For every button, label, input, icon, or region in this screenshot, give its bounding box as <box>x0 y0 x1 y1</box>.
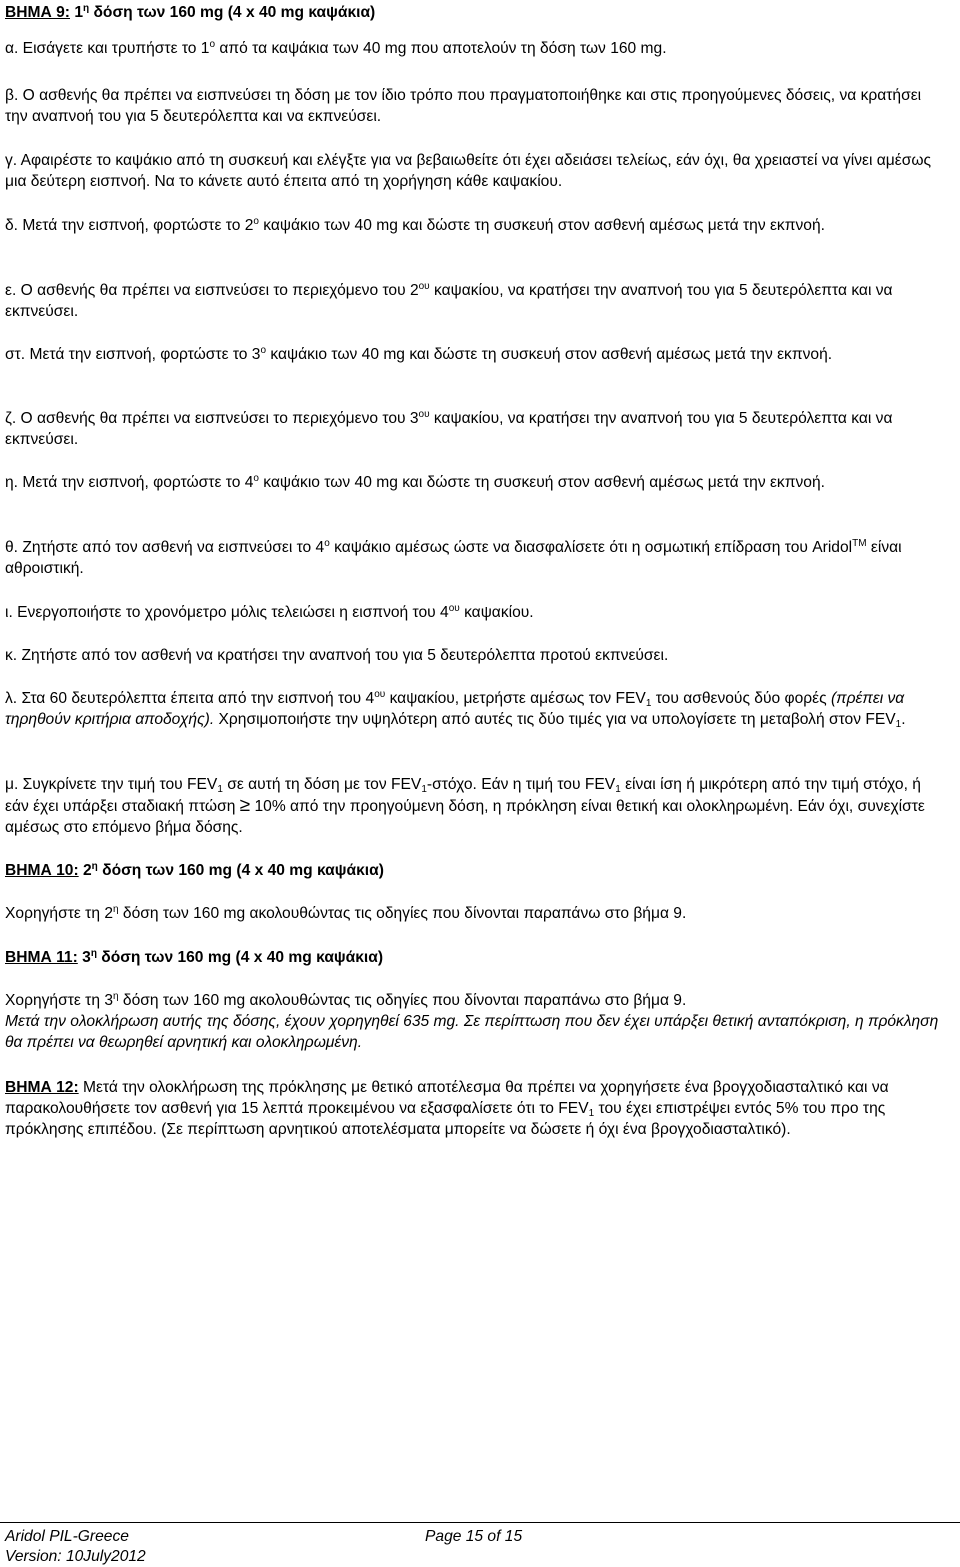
text: α. Εισάγετε και τρυπήστε το 1 <box>5 40 210 57</box>
step-11-text <box>5 990 940 1011</box>
step-9-heading <box>5 2 940 23</box>
ordinal-sup: ο <box>253 473 259 484</box>
instruction-st <box>5 344 940 365</box>
text: ζ. Ο ασθενής θα πρέπει να εισπνεύσει το περιεχόμενο του 3 <box>5 410 419 427</box>
step-12-text <box>5 1077 940 1140</box>
footer-page-number: Page 15 of 15 <box>425 1528 523 1545</box>
instruction-l <box>5 688 940 730</box>
ordinal-sup: ου <box>374 689 386 700</box>
instruction-th <box>5 537 940 579</box>
text: δόση των 160 mg ακολουθώντας τις οδηγίες που δίνονται παραπάνω στο βήμα 9. <box>118 992 687 1009</box>
greater-equal-symbol: ≥ <box>239 795 251 816</box>
subscript: 1 <box>588 1108 595 1119</box>
text: σε αυτή τη δόση με τον FEV <box>222 776 422 793</box>
ordinal-sup: η <box>91 861 98 872</box>
instruction-d <box>5 215 940 236</box>
step-10-heading <box>5 860 940 881</box>
instruction-z <box>5 408 940 450</box>
text: καψακίου. <box>459 604 534 621</box>
step-label: ΒΗΜΑ 10: <box>5 862 79 879</box>
ordinal-sup: ο <box>324 538 330 549</box>
instruction-b: β. Ο ασθενής θα πρέπει να εισπνεύσει τη δόση με τον ίδιο τρόπο που πραγματοποιήθηκε και στις προηγούμενες δόσεις, να κρατήσει την αναπνοή του για 5 δευτερόλεπτα και να εκπνεύσει. <box>5 87 922 125</box>
ordinal-sup: ου <box>418 409 430 420</box>
text: Χορηγήστε τη 2 <box>5 905 113 922</box>
text: καψακίου, μετρήστε αμέσως τον FEV <box>385 690 646 707</box>
dose-number: 3 <box>77 949 91 966</box>
text: καψάκιο αμέσως ώστε να διασφαλίσετε ότι η οσμωτική επίδραση του Aridol <box>329 539 853 556</box>
ordinal-sup: ου <box>418 281 430 292</box>
step-11-heading <box>5 947 940 968</box>
text: 10% από την προηγούμενη δόση, η πρόκληση είναι θετική και ολοκληρωμένη. Εάν όχι, συνεχίστε αμέσως στο επόμενο βήμα δόσης. <box>5 798 925 836</box>
text: καψάκιο των 40 mg και δώστε τη συσκευή στον ασθενή αμέσως μετά την εκπνοή. <box>258 474 825 491</box>
heading-text: δόση των 160 mg (4 x 40 mg καψάκια) <box>97 862 384 879</box>
subscript: 1 <box>895 719 902 730</box>
text: καψακίου, να κρατήσει την αναπνοή του για 5 δευτερόλεπτα και να εκπνεύσει. <box>5 410 893 448</box>
text: στ. Μετά την εισπνοή, φορτώστε το 3 <box>5 346 261 363</box>
instruction-a <box>5 38 940 59</box>
text: Χρησιμοποιήστε την υψηλότερη από αυτές τις δύο τιμές για να υπολογίσετε τη μεταβολή στον FEV <box>214 711 896 728</box>
text: είναι αθροιστική. <box>5 539 902 577</box>
subscript: 1 <box>217 784 223 795</box>
footer-document-name: Aridol PIL-Greece <box>5 1528 129 1545</box>
trademark-sup: TM <box>852 538 867 549</box>
text: ε. Ο ασθενής θα πρέπει να εισπνεύσει το περιεχόμενο του 2 <box>5 282 419 299</box>
text: από τα καψάκια των 40 mg που αποτελούν τη δόση των 160 mg. <box>215 40 667 57</box>
ordinal-sup: η <box>83 3 90 14</box>
ordinal-sup: ο <box>209 39 216 50</box>
ordinal-sup: ο <box>253 216 259 227</box>
step-label: ΒΗΜΑ 11: <box>5 949 78 966</box>
step-label: ΒΗΜΑ 12: <box>5 1079 79 1096</box>
footer-version: Version: 10July2012 <box>5 1548 146 1565</box>
ordinal-sup: η <box>113 991 119 1002</box>
subscript: 1 <box>421 784 427 795</box>
instruction-e <box>5 280 940 322</box>
italic-note: (πρέπει να τηρηθούν κριτήρια αποδοχής). <box>5 690 905 728</box>
subscript: 1 <box>615 784 621 795</box>
instruction-m <box>5 774 940 838</box>
text: καψάκιο των 40 mg και δώστε τη συσκευή στον ασθενή αμέσως μετά την εκπνοή. <box>258 217 825 234</box>
text: είναι ίση ή μικρότερη από την τιμή στόχο, ή εάν έχει υπάρξει σταδιακή πτώση <box>5 776 921 815</box>
text: . <box>901 711 906 728</box>
dose-number: 2 <box>78 862 92 879</box>
text: μ. Συγκρίνετε την τιμή του FEV <box>5 776 218 793</box>
step-11-note: Μετά την ολοκλήρωση αυτής της δόσης, έχουν χορηγηθεί 635 mg. Σε περίπτωση που δεν έχει υπάρξει θετική ανταπόκριση, η πρόκληση θα πρέπει να θεωρηθεί αρνητική και ολοκληρωμένη. <box>5 1013 939 1051</box>
text: καψάκιο των 40 mg και δώστε τη συσκευή στον ασθενή αμέσως μετά την εκπνοή. <box>266 346 833 363</box>
heading-text: δόση των 160 mg (4 x 40 mg καψάκια) <box>96 949 384 966</box>
text: η. Μετά την εισπνοή, φορτώστε το 4 <box>5 474 254 491</box>
text: Μετά την ολοκλήρωση της πρόκλησης με θετικό αποτέλεσμα θα πρέπει να χορηγήσετε ένα βρογχοδιασταλτικό και να παρακολουθήσετε τον ασθενή για 15 λεπτά προκειμένου να εξασφαλίσετε ότι το FEV <box>5 1079 889 1117</box>
ordinal-sup: ου <box>448 603 460 614</box>
ordinal-sup: ο <box>260 345 267 356</box>
instruction-eta <box>5 472 940 493</box>
ordinal-sup: η <box>90 948 97 959</box>
text: δ. Μετά την εισπνοή, φορτώστε το 2 <box>5 217 254 234</box>
text: του ασθενούς δύο φορές <box>651 690 831 707</box>
instruction-i <box>5 602 940 623</box>
text: θ. Ζητήστε από τον ασθενή να εισπνεύσει το 4 <box>5 539 325 556</box>
step-10-text <box>5 903 940 924</box>
ordinal-sup: η <box>113 904 119 915</box>
dose-number: 1 <box>74 4 84 21</box>
step-label: ΒΗΜΑ 9: <box>5 4 70 21</box>
heading-text: δόση των 160 mg (4 x 40 mg καψάκια) <box>89 4 376 21</box>
text: δόση των 160 mg ακολουθώντας τις οδηγίες που δίνονται παραπάνω στο βήμα 9. <box>118 905 687 922</box>
text: -στόχο. Εάν η τιμή του FEV <box>426 776 616 793</box>
footer-divider <box>0 1522 960 1523</box>
instruction-c: γ. Αφαιρέστε το καψάκιο από τη συσκευή και ελέγξτε για να βεβαιωθείτε ότι έχει αδειάσει τελείως, εάν όχι, θα χρειαστεί να γίνει αμέσως μια δεύτερη εισπνοή. Να το κάνετε αυτό έπειτα από τη χορήγηση κάθε καψακίου. <box>5 152 932 190</box>
text: ι. Ενεργοποιήστε το χρονόμετρο μόλις τελειώσει η εισπνοή του 4 <box>5 604 449 621</box>
text: Χορηγήστε τη 3 <box>5 992 113 1009</box>
text: του έχει επιστρέψει εντός 5% του προ της πρόκλησης επιπέδου. (Σε περίπτωση αρνητικού αποτελέσματα μπορείτε να δώσετε ή όχι ένα βρογχοδιασταλτικό). <box>5 1100 886 1138</box>
instruction-k: κ. Ζητήστε από τον ασθενή να κρατήσει την αναπνοή του για 5 δευτερόλεπτα προτού εκπνεύσει. <box>5 647 669 664</box>
text: λ. Στα 60 δευτερόλεπτα έπειτα από την εισπνοή του 4 <box>5 690 375 707</box>
subscript: 1 <box>645 698 652 709</box>
text: καψακίου, να κρατήσει την αναπνοή του για 5 δευτερόλεπτα και να εκπνεύσει. <box>5 282 893 320</box>
